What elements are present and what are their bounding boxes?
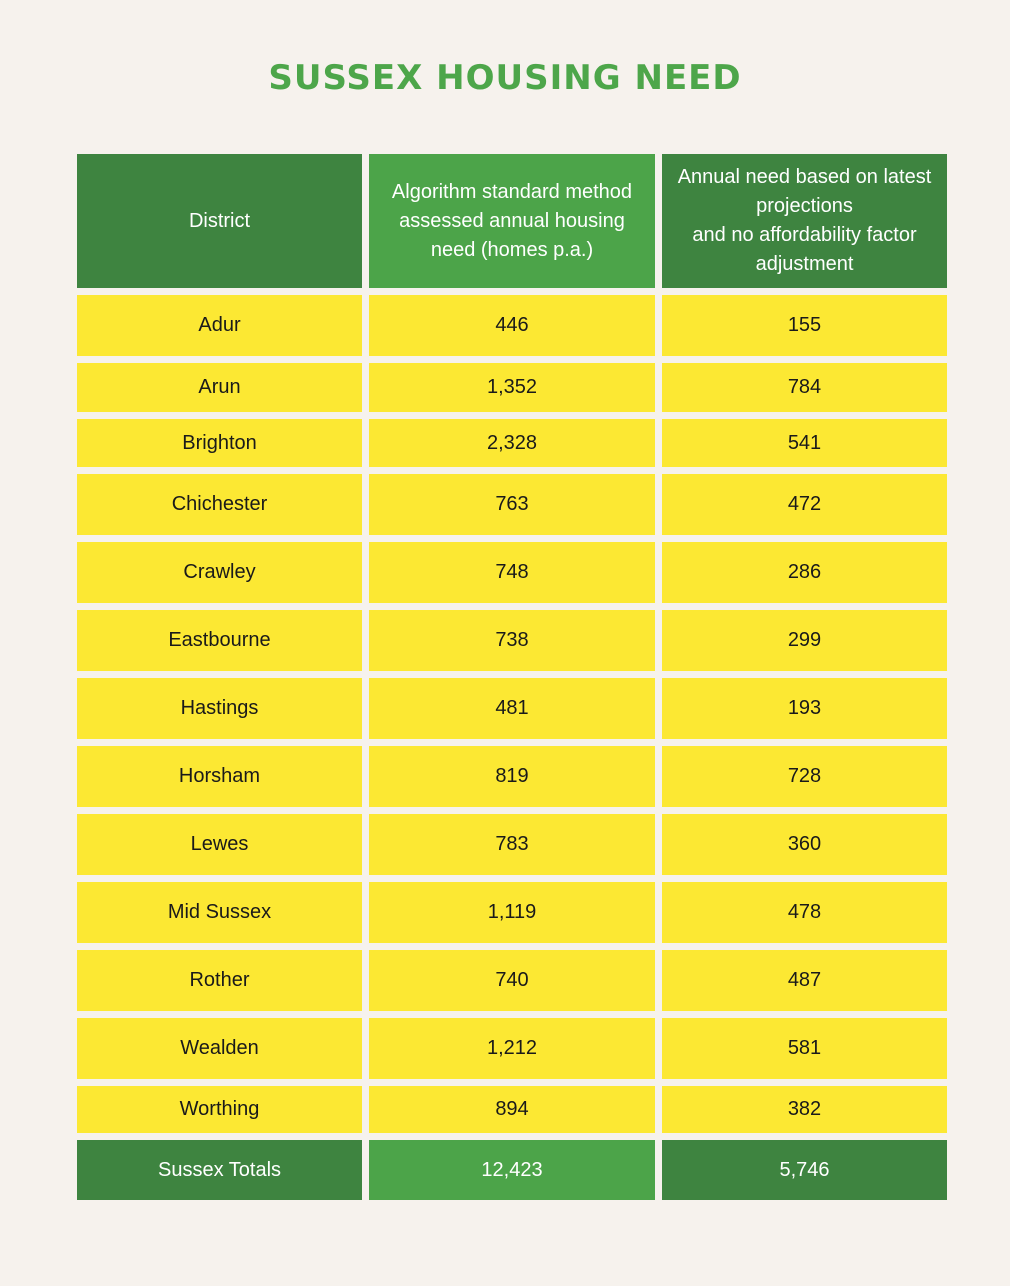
algorithm-cell: 738 <box>369 610 655 671</box>
algorithm-cell: 783 <box>369 814 655 875</box>
projections-cell: 299 <box>662 610 947 671</box>
projections-cell: 472 <box>662 474 947 535</box>
district-cell: Crawley <box>77 542 362 603</box>
table-row <box>77 950 947 1011</box>
district-cell: Eastbourne <box>77 610 362 671</box>
projections-cell: 155 <box>662 295 947 356</box>
projections-cell: 286 <box>662 542 947 603</box>
table-row <box>77 746 947 807</box>
table-row <box>77 1086 947 1133</box>
algorithm-cell: 740 <box>369 950 655 1011</box>
district-cell: Adur <box>77 295 362 356</box>
totals-projections: 5,746 <box>662 1140 947 1200</box>
projections-cell: 382 <box>662 1086 947 1133</box>
district-cell: Mid Sussex <box>77 882 362 943</box>
projections-cell: 487 <box>662 950 947 1011</box>
algorithm-cell: 819 <box>369 746 655 807</box>
district-cell: Chichester <box>77 474 362 535</box>
algorithm-cell: 2,328 <box>369 419 655 467</box>
algorithm-cell: 1,212 <box>369 1018 655 1079</box>
table-row <box>77 542 947 603</box>
totals-row <box>77 1140 947 1200</box>
projections-cell: 784 <box>662 363 947 412</box>
header-algorithm: Algorithm standard method assessed annual housing need (homes p.a.) <box>369 154 655 288</box>
algorithm-cell: 1,352 <box>369 363 655 412</box>
table-row <box>77 363 947 412</box>
projections-cell: 541 <box>662 419 947 467</box>
algorithm-cell: 748 <box>369 542 655 603</box>
table-row <box>77 295 947 356</box>
district-cell: Wealden <box>77 1018 362 1079</box>
table-row <box>77 474 947 535</box>
algorithm-cell: 481 <box>369 678 655 739</box>
table-row <box>77 814 947 875</box>
table-row <box>77 610 947 671</box>
district-cell: Brighton <box>77 419 362 467</box>
district-cell: Horsham <box>77 746 362 807</box>
table-row <box>77 419 947 467</box>
algorithm-cell: 763 <box>369 474 655 535</box>
header-district: District <box>77 154 362 288</box>
algorithm-cell: 1,119 <box>369 882 655 943</box>
algorithm-cell: 446 <box>369 295 655 356</box>
table-row <box>77 882 947 943</box>
district-cell: Rother <box>77 950 362 1011</box>
algorithm-cell: 894 <box>369 1086 655 1133</box>
district-cell: Arun <box>77 363 362 412</box>
projections-cell: 728 <box>662 746 947 807</box>
district-cell: Worthing <box>77 1086 362 1133</box>
table-row <box>77 1018 947 1079</box>
header-projections: Annual need based on latest projections and no affordability factor adjustment <box>662 154 947 288</box>
projections-cell: 581 <box>662 1018 947 1079</box>
district-cell: Lewes <box>77 814 362 875</box>
projections-cell: 360 <box>662 814 947 875</box>
projections-cell: 478 <box>662 882 947 943</box>
projections-cell: 193 <box>662 678 947 739</box>
table-header-row <box>77 154 947 288</box>
page-title: SUSSEX HOUSING NEED <box>268 58 742 98</box>
table-row <box>77 678 947 739</box>
totals-label: Sussex Totals <box>77 1140 362 1200</box>
totals-algorithm: 12,423 <box>369 1140 655 1200</box>
district-cell: Hastings <box>77 678 362 739</box>
